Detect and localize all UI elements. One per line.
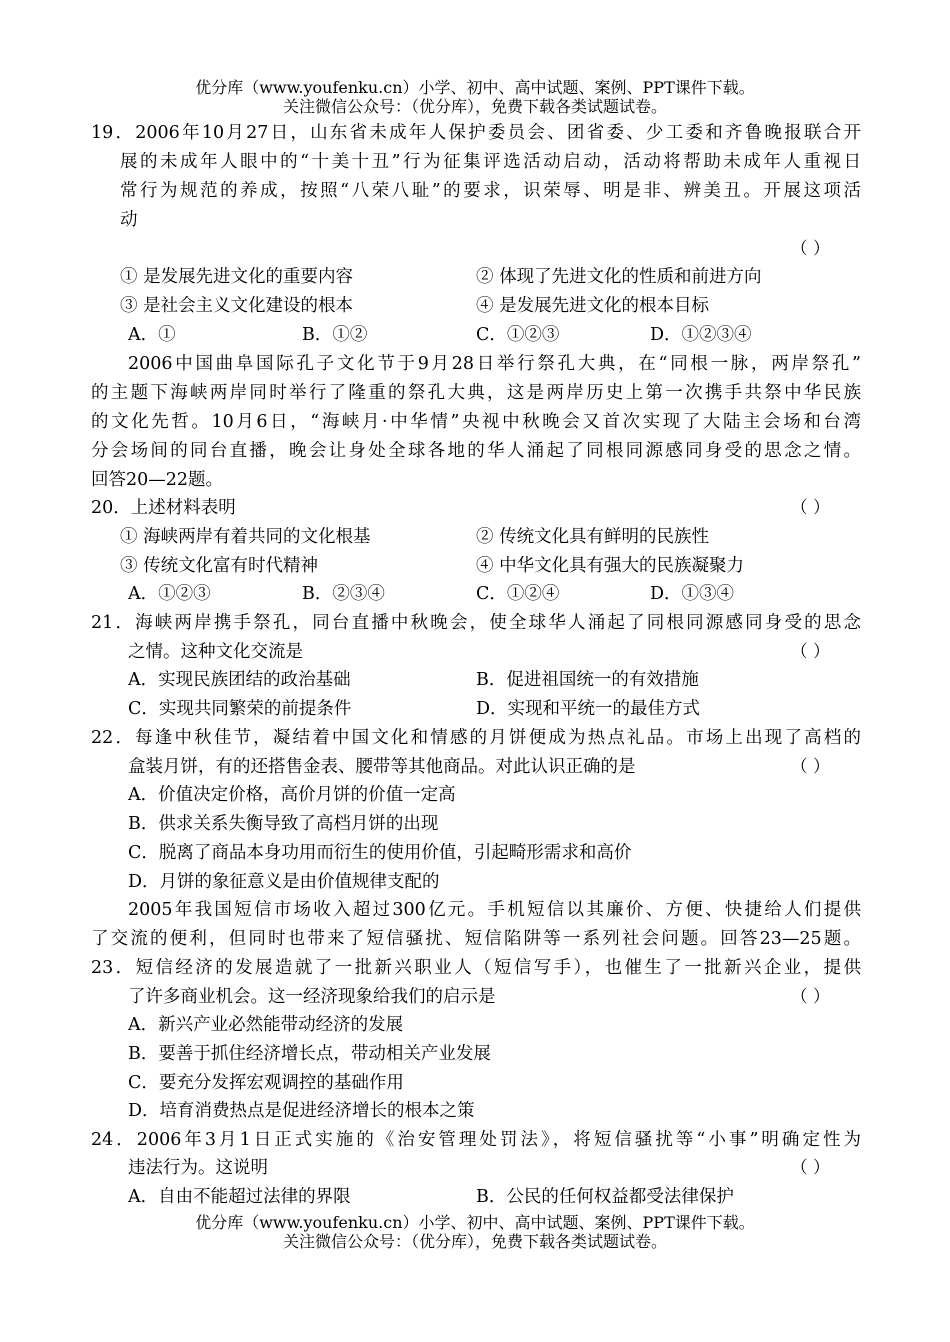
q20-statement-1: ① 海峡两岸有着共同的文化根基 xyxy=(120,527,371,547)
header-line-2: 关注微信公众号：（优分库），免费下载各类试题试卷。 xyxy=(282,97,667,116)
q22-option-b: B．供求关系失衡导致了高档月饼的出现 xyxy=(128,814,439,834)
q19-statement-3: ③ 是社会主义文化建设的根本 xyxy=(120,296,354,316)
material1-line-3: 的文化先哲。10月6日，“海峡月·中华情”央视中秋晚会又首次实现了大陆主会场和台湾 xyxy=(91,412,861,432)
q20-answer-paren: （ ） xyxy=(790,498,830,518)
q20-option-c: C．①②④ xyxy=(476,584,560,604)
q22-option-d: D．月饼的象征意义是由价值规律支配的 xyxy=(128,872,440,892)
q21-stem-line-1: 21．海峡两岸携手祭孔，同台直播中秋晚会，使全球华人涌起了同根同源感同身受的思念 xyxy=(91,613,861,633)
q24-option-a: A．自由不能超过法律的界限 xyxy=(128,1187,351,1207)
q19-stem-line-2: 展的未成年人眼中的“十美十丑”行为征集评选活动启动，活动将帮助未成年人重视日 xyxy=(120,152,861,172)
q23-stem-line-1: 23．短信经济的发展造就了一批新兴职业人（短信写手），也催生了一批新兴企业，提供 xyxy=(91,958,861,978)
material1-line-5: 回答20—22题。 xyxy=(91,470,224,490)
footer-line-1: 优分库（www.youfenku.cn）小学、初中、高中试题、案例、PPT课件下载。 xyxy=(195,1213,755,1232)
q23-option-b: B．要善于抓住经济增长点，带动相关产业发展 xyxy=(128,1044,491,1064)
material1-line-2: 的主题下海峡两岸同时举行了隆重的祭孔大典，这是两岸历史上第一次携手共祭中华民族 xyxy=(91,383,861,403)
q22-answer-paren: （ ） xyxy=(790,757,830,777)
q19-statement-4: ④ 是发展先进文化的根本目标 xyxy=(476,296,710,316)
q22-option-a: A．价值决定价格，高价月饼的价值一定高 xyxy=(128,785,456,805)
q22-stem-line-1: 22．每逢中秋佳节，凝结着中国文化和情感的月饼便成为热点礼品。市场上出现了高档的 xyxy=(91,728,861,748)
q21-option-d: D．实现和平统一的最佳方式 xyxy=(476,699,701,719)
q22-option-c: C．脱离了商品本身功用而衍生的使用价值，引起畸形需求和高价 xyxy=(128,843,632,863)
q19-statement-2: ② 体现了先进文化的性质和前进方向 xyxy=(476,267,762,287)
q21-answer-paren: （ ） xyxy=(790,642,830,662)
q23-option-d: D．培育消费热点是促进经济增长的根本之策 xyxy=(128,1101,475,1121)
q19-statement-1: ① 是发展先进文化的重要内容 xyxy=(120,267,354,287)
q24-stem-line-1: 24．2006年3月1日正式实施的《治安管理处罚法》，将短信骚扰等“小事”明确定性为 xyxy=(91,1130,861,1150)
q19-option-b: B．①② xyxy=(302,325,368,345)
q20-statement-3: ③ 传统文化富有时代精神 xyxy=(120,556,319,576)
q19-option-a: A．① xyxy=(128,325,176,345)
q23-option-c: C．要充分发挥宏观调控的基础作用 xyxy=(128,1073,404,1093)
q20-stem: 20．上述材料表明 xyxy=(91,498,236,518)
q21-option-b: B．促进祖国统一的有效措施 xyxy=(476,670,699,690)
q19-option-d: D．①②③④ xyxy=(650,325,752,345)
q23-answer-paren: （ ） xyxy=(790,987,830,1007)
q20-statement-2: ② 传统文化具有鲜明的民族性 xyxy=(476,527,710,547)
q20-option-a: A．①②③ xyxy=(128,584,211,604)
q22-stem-line-2: 盒装月饼，有的还搭售金表、腰带等其他商品。对此认识正确的是 xyxy=(128,757,636,777)
q21-option-c: C．实现共同繁荣的前提条件 xyxy=(128,699,352,719)
q19-stem-line-1: 19．2006年10月27日，山东省未成年人保护委员会、团省委、少工委和齐鲁晚报联合开 xyxy=(91,123,861,143)
material2-line-1: 2005年我国短信市场收入超过300亿元。手机短信以其廉价、方便、快捷给人们提供 xyxy=(128,900,861,920)
q19-option-c: C．①②③ xyxy=(476,325,560,345)
material1-line-4: 分会场间的同台直播，晚会让身处全球各地的华人涌起了同根同源感同身受的思念之情。 xyxy=(91,441,861,461)
q20-option-d: D．①③④ xyxy=(650,584,735,604)
q19-answer-paren: （ ） xyxy=(790,239,830,259)
q19-stem-line-3: 常行为规范的养成，按照“八荣八耻”的要求，识荣辱、明是非、辨美丑。开展这项活 xyxy=(120,181,861,201)
q24-stem-line-2: 违法行为。这说明 xyxy=(128,1158,268,1178)
header-line-1: 优分库（www.youfenku.cn）小学、初中、高中试题、案例、PPT课件下载。 xyxy=(195,78,755,97)
q20-statement-4: ④ 中华文化具有强大的民族凝聚力 xyxy=(476,556,745,576)
q23-option-a: A．新兴产业必然能带动经济的发展 xyxy=(128,1015,404,1035)
q23-stem-line-2: 了许多商业机会。这一经济现象给我们的启示是 xyxy=(128,987,496,1007)
q24-answer-paren: （ ） xyxy=(790,1158,830,1178)
material2-line-2: 了交流的便利，但同时也带来了短信骚扰、短信陷阱等一系列社会问题。回答23—25题。 xyxy=(91,929,861,949)
q24-option-b: B．公民的任何权益都受法律保护 xyxy=(476,1187,734,1207)
q20-option-b: B．②③④ xyxy=(302,584,385,604)
q21-stem-line-2: 之情。这种文化交流是 xyxy=(128,642,303,662)
q19-stem-line-4: 动 xyxy=(120,210,138,230)
q21-option-a: A．实现民族团结的政治基础 xyxy=(128,670,351,690)
material1-line-1: 2006中国曲阜国际孔子文化节于9月28日举行祭孔大典，在“同根一脉，两岸祭孔” xyxy=(128,354,861,374)
footer-line-2: 关注微信公众号：（优分库），免费下载各类试题试卷。 xyxy=(282,1232,667,1251)
